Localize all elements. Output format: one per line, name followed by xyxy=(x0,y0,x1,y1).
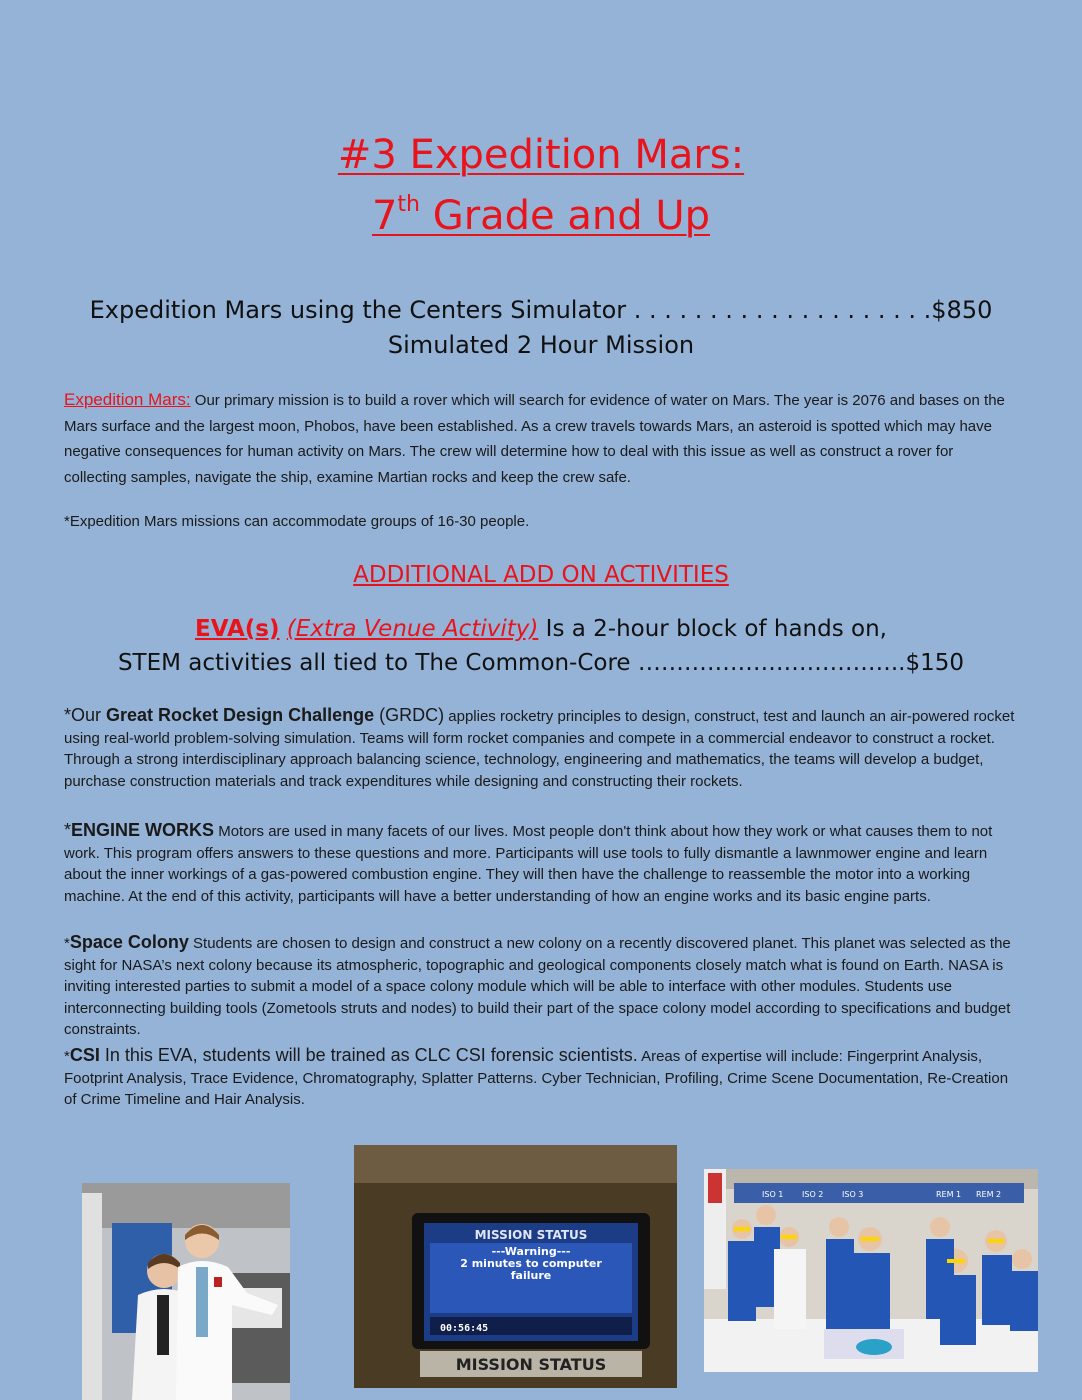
eva-full-name: (Extra Venue Activity) xyxy=(286,616,539,642)
warning-title: ---Warning--- xyxy=(491,1245,571,1258)
page-title-line1: #3 Expedition Mars: xyxy=(337,132,745,178)
photo-mission-status-screen xyxy=(354,1145,677,1388)
eva-price-line: STEM activities all tied to The Common-Core ……………………………..$150 xyxy=(117,650,965,676)
lab-label: ISO 2 xyxy=(802,1190,824,1199)
activity-rocket xyxy=(64,705,1016,792)
activity-prefix: *Our xyxy=(64,705,107,725)
activity-text: applies rocketry principles to design, construct, test and launch an air-powered rocket using real-world problem-solving simulation. Teams will form rocket companies and compete in a commercial endeavor to construct a rocket. Through a strong interdisciplinary approach balancing science, technology, engineering and mathematics, the teams will develop a budget, purchase construction materials and track expenditures while designing and constructing their rockets. xyxy=(64,708,1015,790)
activity-text: Students are chosen to design and construct a new colony on a recently discovered planet. This planet was selected as the sight for NASA’s next colony because its atmospheric, topographic and geological components closely match what is found on Earth. NASA is inviting interested parties to submit a model of a space colony module which will be able to interface with other modules. Students use interconnecting building tools (Zometools struts and nodes) to build their part of the space colony model according to specifications and budget constraints. xyxy=(64,935,1011,1039)
grade-ordinal: th xyxy=(397,192,420,217)
screen-header: MISSION STATUS xyxy=(474,1228,588,1242)
activity-csi xyxy=(64,1045,1016,1111)
activity-text: Motors are used in many facets of our lives. Most people don't think about how they work or what causes them to not work. This program offers answers to these questions and more. Participants will use tools to fully dismantle a lawnmower engine and learn about the inner workings of a gas-powered combustion engine. They will then have the challenge to reassemble the motor into a working machine. At the end of this activity, participants will have a better understanding of how an engine works and its basic engine parts. xyxy=(64,823,993,905)
warning-line1: 2 minutes to computer xyxy=(460,1257,602,1270)
activity-name: Space Colony xyxy=(69,932,189,952)
eva-desc: Is a 2-hour block of hands on, xyxy=(538,616,887,642)
lab-label: REM 2 xyxy=(976,1190,1002,1199)
eva-line1 xyxy=(0,616,1082,642)
screen-label: MISSION STATUS xyxy=(455,1355,607,1374)
addons-heading: ADDITIONAL ADD ON ACTIVITIES xyxy=(353,562,729,588)
activity-suffix: In this EVA, students will be trained as CLC CSI forensic scientists. xyxy=(99,1045,638,1065)
group-size-note: *Expedition Mars missions can accommodate groups of 16-30 people. xyxy=(64,513,530,530)
mission-price-line: Expedition Mars using the Centers Simulator . . . . . . . . . . . . . . . . . . . .$850 xyxy=(89,296,993,324)
photo-student-group xyxy=(704,1169,1038,1372)
activity-space-colony xyxy=(64,932,1016,1041)
mission-duration: Simulated 2 Hour Mission xyxy=(387,331,695,359)
grade-suffix: Grade and Up xyxy=(420,193,711,239)
eva-label: EVA(s) xyxy=(195,616,280,642)
activity-prefix: * xyxy=(64,820,72,840)
page-title-line2 xyxy=(0,192,1082,239)
activity-name: CSI xyxy=(69,1045,100,1065)
activity-engine xyxy=(64,820,1016,907)
photo-students-lab-coats xyxy=(82,1183,290,1400)
activity-text: Areas of expertise will include: Fingerprint Analysis, Footprint Analysis, Trace Evidence, Chromatography, Splatter Patterns. Cyber Technician, Profiling, Crime Scene Documentation, Re-Creation of Crime Timeline and Hair Analysis. xyxy=(64,1048,1009,1109)
activity-name: Great Rocket Design Challenge xyxy=(106,705,375,725)
intro-lead: Expedition Mars: xyxy=(64,390,191,409)
grade-number: 7 xyxy=(371,193,398,239)
intro-paragraph xyxy=(64,387,1016,490)
lab-label: ISO 1 xyxy=(762,1190,784,1199)
warning-line2: failure xyxy=(510,1269,552,1282)
activity-name: ENGINE WORKS xyxy=(71,820,215,840)
intro-text: Our primary mission is to build a rover which will search for evidence of water on Mars. The year is 2076 and bases on the Mars surface and the largest moon, Phobos, have been established. As a crew travels towards Mars, an asteroid is spotted which may have negative consequences for human activity on Mars. The crew will determine how to deal with this issue as well as construct a rover for collecting samples, navigate the ship, examine Martian rocks and keep the crew safe. xyxy=(64,392,1005,486)
mission-timer: 00:56:45 xyxy=(440,1323,489,1334)
activity-prefix: * xyxy=(64,1048,70,1065)
activity-prefix: * xyxy=(64,935,70,952)
activity-suffix: (GRDC) xyxy=(374,705,445,725)
lab-label: REM 1 xyxy=(936,1190,962,1199)
lab-label: ISO 3 xyxy=(842,1190,864,1199)
